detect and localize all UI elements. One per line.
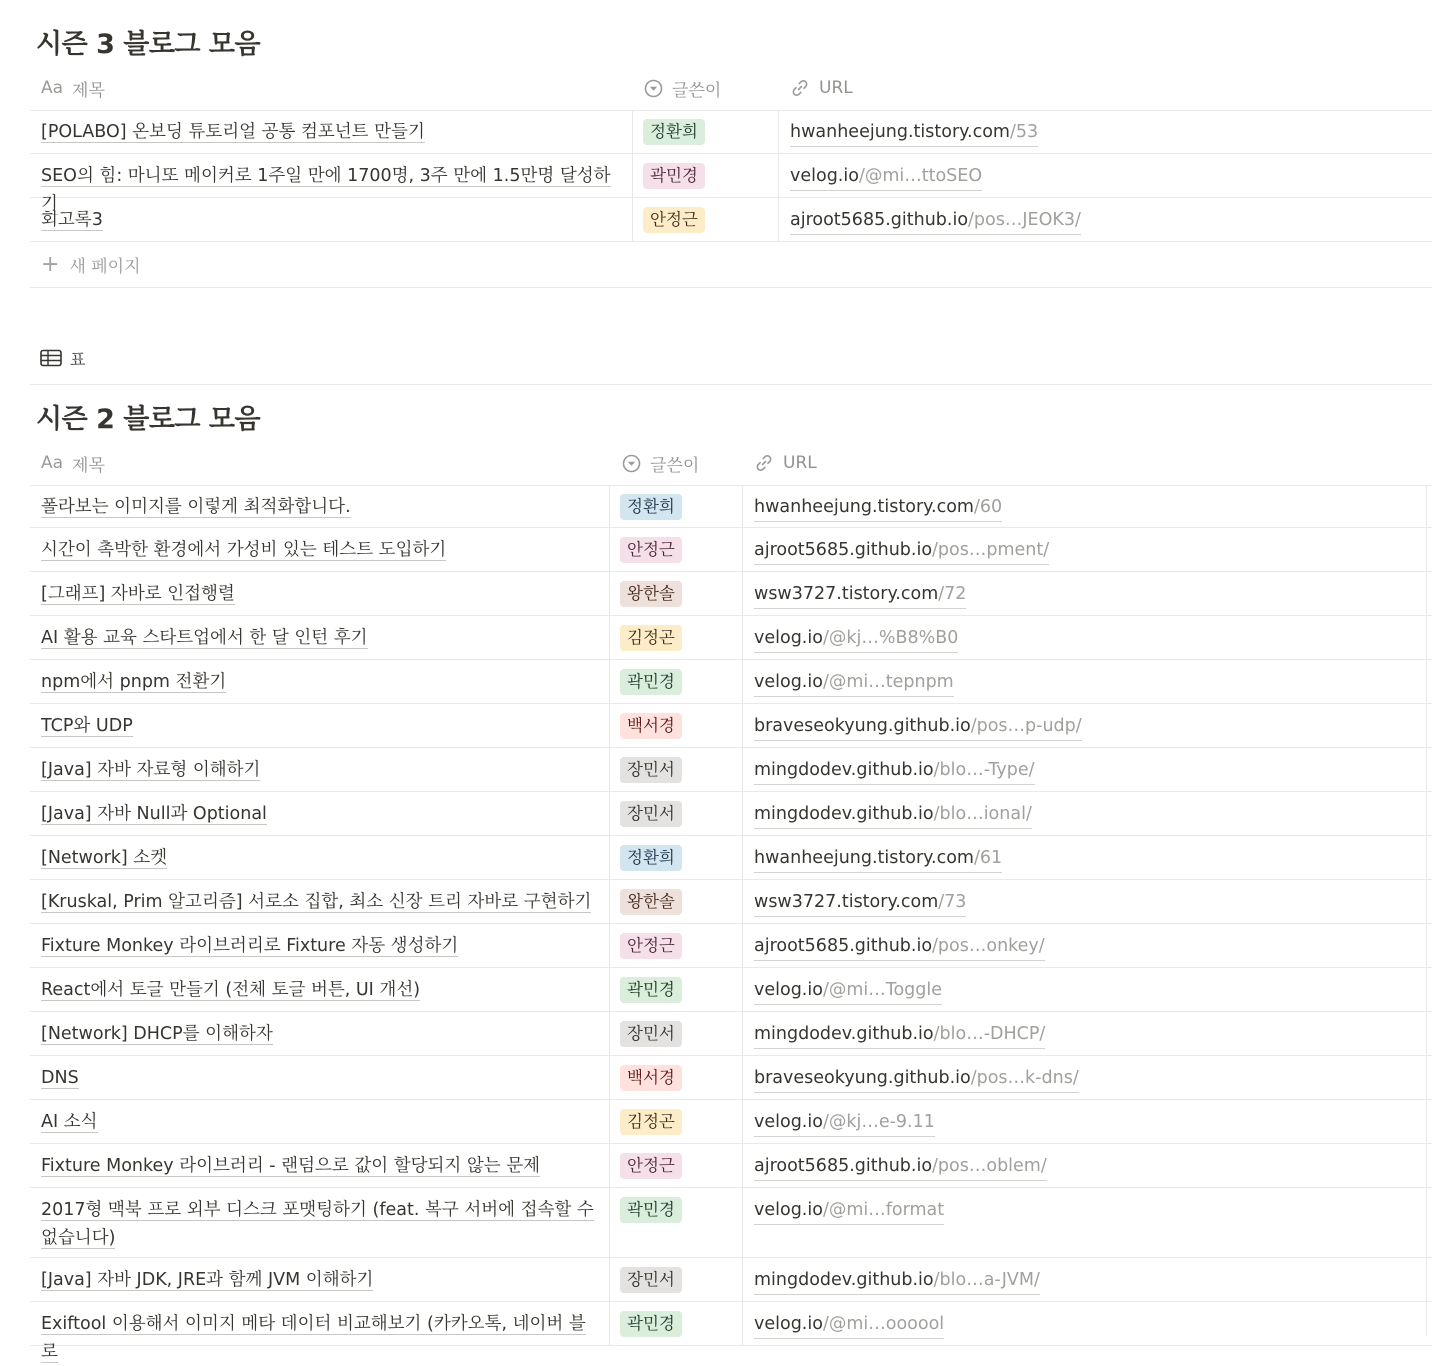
row-title-cell[interactable] [30, 880, 609, 923]
link-icon [790, 78, 810, 98]
url-domain: braveseokyung.github.io [754, 1068, 971, 1088]
row-author-cell[interactable] [609, 660, 743, 703]
row-author-cell[interactable] [632, 154, 779, 197]
row-url-link[interactable] [790, 206, 1081, 235]
url-domain: velog.io [790, 166, 859, 186]
season2-col-author[interactable]: 글쓴이 [622, 441, 699, 485]
row-title-cell[interactable] [30, 154, 632, 214]
row-url-link[interactable] [754, 1152, 1047, 1181]
table-row[interactable] [30, 704, 1432, 748]
row-title-cell[interactable] [30, 968, 609, 1011]
row-url-link[interactable] [754, 932, 1045, 961]
row-title[interactable]: React에서 토글 만들기 (전체 토글 버튼, UI 개선) [41, 980, 421, 1000]
row-title-cell[interactable] [30, 198, 632, 241]
author-tag: 정환희 [620, 494, 682, 520]
author-tag: 백서경 [620, 1065, 682, 1091]
row-title-cell[interactable] [30, 836, 609, 879]
row-url-cell[interactable] [778, 110, 1432, 153]
link-icon [754, 453, 774, 473]
row-url-link[interactable] [754, 536, 1049, 565]
table-row[interactable] [30, 572, 1432, 616]
url-path: /@kj…e-9.11 [822, 1112, 935, 1132]
row-author-cell[interactable] [609, 792, 743, 835]
author-tag: 왕한솔 [620, 581, 682, 607]
row-title[interactable]: [Network] DHCP를 이해하자 [41, 1024, 273, 1044]
url-domain: ajroot5685.github.io [790, 210, 969, 230]
row-author-cell[interactable] [609, 1302, 743, 1345]
table-row[interactable] [30, 1258, 1432, 1302]
row-url-cell[interactable] [742, 485, 1432, 527]
row-author-cell[interactable] [609, 880, 743, 923]
row-url-link[interactable] [754, 888, 966, 917]
author-tag: 곽민경 [620, 1197, 682, 1223]
row-title[interactable]: 회고록3 [41, 210, 103, 230]
url-domain: mingdodev.github.io [754, 1270, 934, 1290]
row-url-link[interactable] [754, 493, 1002, 522]
url-domain: wsw3727.tistory.com [754, 892, 939, 912]
url-domain: velog.io [754, 1112, 823, 1132]
row-url-cell[interactable] [742, 1012, 1432, 1055]
row-title[interactable]: DNS [41, 1068, 79, 1088]
url-path: /60 [973, 497, 1003, 517]
author-tag: 정환희 [643, 119, 705, 145]
new-page-button[interactable]: + 새 페이지 [30, 242, 1432, 288]
row-url-link[interactable] [754, 1266, 1040, 1295]
row-author-cell[interactable] [609, 1012, 743, 1055]
row-title[interactable]: [그래프] 자바로 인접행렬 [41, 584, 235, 604]
row-url-cell[interactable] [742, 528, 1432, 571]
row-author-cell[interactable] [609, 1100, 743, 1143]
row-title-cell[interactable] [30, 1144, 609, 1187]
table-row[interactable] [30, 1056, 1432, 1100]
author-tag: 김정곤 [620, 625, 682, 651]
author-tag: 장민서 [620, 801, 682, 827]
author-tag: 곽민경 [643, 163, 705, 189]
season2-title: 시즌 2 블로그 모음 [36, 404, 261, 435]
table-row[interactable] [30, 924, 1432, 968]
url-domain: hwanheejung.tistory.com [754, 848, 974, 868]
table-row[interactable] [30, 110, 1432, 154]
url-path: /pos…pment/ [932, 540, 1050, 560]
row-title-cell[interactable] [30, 748, 609, 791]
season3-col-author[interactable]: 글쓴이 [644, 66, 721, 110]
row-url-link[interactable] [754, 844, 1002, 873]
url-domain: wsw3727.tistory.com [754, 584, 939, 604]
row-url-cell[interactable] [742, 1302, 1432, 1345]
url-path: /@mi…tepnpm [822, 672, 954, 692]
author-tag: 장민서 [620, 1021, 682, 1047]
author-tag: 곽민경 [620, 977, 682, 1003]
row-author-cell[interactable] [609, 1188, 743, 1257]
url-path: /pos…onkey/ [932, 936, 1045, 956]
row-url-link[interactable] [754, 1064, 1079, 1093]
row-url-link[interactable] [754, 668, 954, 697]
row-title[interactable]: npm에서 pnpm 전환기 [41, 672, 227, 692]
url-domain: ajroot5685.github.io [754, 936, 933, 956]
url-path: /pos…JEOK3/ [968, 210, 1081, 230]
row-title[interactable]: AI 소식 [41, 1112, 98, 1132]
row-title[interactable]: [Kruskal, Prim 알고리즘] 서로소 집합, 최소 신장 트리 자바로 구현하기 [41, 892, 592, 912]
row-author-cell[interactable] [609, 1258, 743, 1301]
url-path: /@kj…%B8%B0 [822, 628, 959, 648]
text-type-icon: Aa [41, 453, 64, 473]
view-tab-table[interactable]: 표 [40, 346, 85, 370]
row-author-cell[interactable] [632, 198, 779, 241]
table-row[interactable] [30, 880, 1432, 924]
row-url-link[interactable] [790, 118, 1038, 147]
row-url-cell[interactable] [742, 836, 1432, 879]
row-title[interactable]: [Java] 자바 자료형 이해하기 [41, 760, 261, 780]
url-path: /blo…ional/ [933, 804, 1032, 824]
row-url-link[interactable] [754, 712, 1082, 741]
row-url-cell[interactable] [742, 880, 1432, 923]
select-property-icon [622, 454, 641, 473]
row-url-cell[interactable] [742, 792, 1432, 835]
row-title[interactable]: SEO의 힘: 마니또 메이커로 1주일 만에 1700명, 3주 만에 1.5만명 달성하기 [41, 166, 611, 214]
season3-col-url[interactable]: URL [790, 66, 853, 110]
row-url-cell[interactable] [778, 198, 1432, 241]
row-url-link[interactable] [790, 162, 982, 191]
row-url-cell[interactable] [742, 1188, 1432, 1257]
row-url-cell[interactable] [742, 1100, 1432, 1143]
url-domain: mingdodev.github.io [754, 760, 934, 780]
season3-col-title[interactable]: Aa 제목 [41, 78, 105, 101]
table-row[interactable] [30, 968, 1432, 1012]
url-domain: ajroot5685.github.io [754, 540, 933, 560]
row-title-cell[interactable] [30, 110, 632, 153]
row-title[interactable]: [Network] 소켓 [41, 848, 168, 868]
season3-title: 시즌 3 블로그 모음 [36, 29, 261, 60]
row-title[interactable]: TCP와 UDP [41, 716, 133, 736]
row-author-cell[interactable] [609, 616, 743, 659]
url-domain: velog.io [754, 672, 823, 692]
table-row[interactable] [30, 198, 1432, 242]
author-tag: 장민서 [620, 1267, 682, 1293]
url-domain: hwanheejung.tistory.com [790, 122, 1010, 142]
table-row[interactable] [30, 485, 1432, 528]
row-url-cell[interactable] [742, 924, 1432, 967]
url-path: /pos…k-dns/ [970, 1068, 1079, 1088]
row-url-cell[interactable] [742, 704, 1432, 747]
url-path: /pos…p-udp/ [970, 716, 1082, 736]
table-row[interactable] [30, 154, 1432, 214]
row-url-link[interactable] [754, 1310, 944, 1339]
url-path: /@mi…Toggle [822, 980, 943, 1000]
table-row[interactable] [30, 836, 1432, 880]
row-author-cell[interactable] [609, 528, 743, 571]
row-title-cell[interactable] [30, 704, 609, 747]
url-domain: hwanheejung.tistory.com [754, 497, 974, 517]
author-tag: 왕한솔 [620, 889, 682, 915]
row-title[interactable]: 2017형 맥북 프로 외부 디스크 포맷팅하기 (feat. 복구 서버에 접속할 수 없습니다) [41, 1200, 594, 1248]
url-path: /@mi…oooool [822, 1314, 945, 1334]
row-title-cell[interactable] [30, 792, 609, 835]
row-url-link[interactable] [754, 624, 958, 653]
row-title[interactable]: 폴라보는 이미지를 이렇게 최적화합니다. [41, 497, 351, 517]
author-tag: 안정근 [620, 1153, 682, 1179]
url-domain: velog.io [754, 628, 823, 648]
row-url-link[interactable] [754, 1020, 1045, 1049]
row-title[interactable]: AI 활용 교육 스타트업에서 한 달 인턴 후기 [41, 628, 368, 648]
table-row[interactable] [30, 528, 1432, 572]
url-domain: velog.io [754, 1314, 823, 1334]
url-path: /73 [938, 892, 967, 912]
row-title-cell[interactable] [30, 528, 609, 571]
table-row[interactable] [30, 1302, 1432, 1362]
season2-header-row [30, 441, 1432, 486]
author-tag: 정환희 [620, 845, 682, 871]
row-url-link[interactable] [754, 976, 942, 1005]
row-author-cell[interactable] [609, 968, 743, 1011]
row-url-cell[interactable] [742, 1056, 1432, 1099]
row-title-cell[interactable] [30, 1188, 609, 1257]
table-row[interactable] [30, 660, 1432, 704]
row-title-cell[interactable] [30, 1056, 609, 1099]
author-tag: 장민서 [620, 757, 682, 783]
row-title[interactable]: Fixture Monkey 라이브러리 - 랜덤으로 값이 할당되지 않는 문제 [41, 1156, 541, 1176]
table-row[interactable] [30, 616, 1432, 660]
url-domain: mingdodev.github.io [754, 1024, 934, 1044]
author-tag: 백서경 [620, 713, 682, 739]
url-path: /@mi…ttoSEO [858, 166, 983, 186]
row-title-cell[interactable] [30, 485, 609, 527]
season2-col-title[interactable]: Aa 제목 [41, 453, 105, 476]
view-tab-divider [30, 384, 1432, 385]
row-title[interactable]: [POLABO] 온보딩 튜토리얼 공통 컴포넌트 만들기 [41, 122, 425, 142]
table-row[interactable] [30, 1012, 1432, 1056]
row-title-cell[interactable] [30, 1302, 609, 1362]
row-author-cell[interactable] [609, 924, 743, 967]
row-title[interactable]: Fixture Monkey 라이브러리로 Fixture 자동 생성하기 [41, 936, 459, 956]
season3-header-row [30, 66, 1432, 111]
select-property-icon [644, 79, 663, 98]
row-title[interactable]: [Java] 자바 JDK, JRE과 함께 JVM 이해하기 [41, 1270, 374, 1290]
row-author-cell[interactable] [609, 836, 743, 879]
row-url-cell[interactable] [742, 1144, 1432, 1187]
url-path: /blo…-Type/ [933, 760, 1035, 780]
row-title-cell[interactable] [30, 1100, 609, 1143]
row-title-cell[interactable] [30, 1012, 609, 1055]
row-url-cell[interactable] [742, 660, 1432, 703]
url-domain: mingdodev.github.io [754, 804, 934, 824]
row-url-link[interactable] [754, 580, 966, 609]
plus-icon: + [41, 251, 60, 277]
author-tag: 안정근 [620, 537, 682, 563]
row-url-link[interactable] [754, 800, 1032, 829]
url-domain: velog.io [754, 980, 823, 1000]
table-row[interactable] [30, 792, 1432, 836]
url-path: /61 [973, 848, 1003, 868]
row-url-cell[interactable] [742, 1258, 1432, 1301]
table-row[interactable] [30, 1144, 1432, 1188]
row-author-cell[interactable] [609, 1056, 743, 1099]
row-title-cell[interactable] [30, 924, 609, 967]
table-icon [40, 349, 62, 367]
row-url-link[interactable] [754, 1196, 944, 1225]
url-path: /blo…a-JVM/ [933, 1270, 1040, 1290]
url-path: /blo…-DHCP/ [933, 1024, 1046, 1044]
text-type-icon: Aa [41, 78, 64, 98]
row-url-link[interactable] [754, 1108, 935, 1137]
row-title[interactable]: 시간이 촉박한 환경에서 가성비 있는 테스트 도입하기 [41, 540, 447, 560]
url-domain: velog.io [754, 1200, 823, 1220]
row-title-cell[interactable] [30, 660, 609, 703]
table-right-edge [1426, 485, 1427, 1336]
row-url-cell[interactable] [742, 968, 1432, 1011]
row-url-cell[interactable] [742, 748, 1432, 791]
row-author-cell[interactable] [609, 1144, 743, 1187]
table-row[interactable] [30, 1188, 1432, 1258]
table-row[interactable] [30, 748, 1432, 792]
author-tag: 곽민경 [620, 669, 682, 695]
author-tag: 곽민경 [620, 1311, 682, 1337]
author-tag: 안정근 [620, 933, 682, 959]
row-url-cell[interactable] [742, 572, 1432, 615]
row-url-cell[interactable] [742, 616, 1432, 659]
row-author-cell[interactable] [609, 485, 743, 527]
row-author-cell[interactable] [609, 572, 743, 615]
row-title-cell[interactable] [30, 1258, 609, 1301]
row-author-cell[interactable] [609, 748, 743, 791]
url-domain: ajroot5685.github.io [754, 1156, 933, 1176]
row-title-cell[interactable] [30, 572, 609, 615]
url-path: /72 [938, 584, 967, 604]
row-title[interactable]: Exiftool 이용해서 이미지 메타 데이터 비교해보기 (카카오톡, 네이버 블로 [41, 1314, 586, 1362]
row-title[interactable]: [Java] 자바 Null과 Optional [41, 804, 267, 824]
row-title-cell[interactable] [30, 616, 609, 659]
table-row[interactable] [30, 1100, 1432, 1144]
season2-col-url[interactable]: URL [754, 441, 817, 485]
author-tag: 김정곤 [620, 1109, 682, 1135]
row-url-link[interactable] [754, 756, 1035, 785]
author-tag: 안정근 [643, 207, 705, 233]
row-author-cell[interactable] [609, 704, 743, 747]
row-author-cell[interactable] [632, 110, 779, 153]
url-domain: braveseokyung.github.io [754, 716, 971, 736]
url-path: /53 [1009, 122, 1039, 142]
row-url-cell[interactable] [778, 154, 1432, 197]
url-path: /pos…oblem/ [932, 1156, 1047, 1176]
url-path: /@mi…format [822, 1200, 945, 1220]
